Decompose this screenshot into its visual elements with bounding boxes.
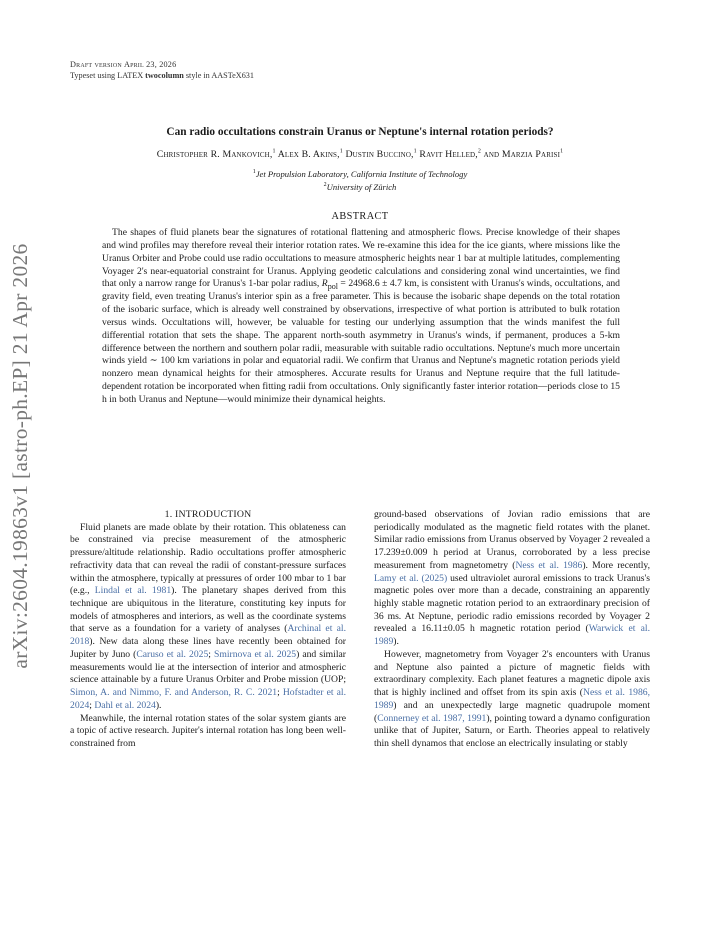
para-text: ground-based observations of Jovian radio emissions that are periodically modulated as the magnetic field rotates with the planet. Similar radio emissions from Uranus observed by Voyager 2 revealed a 17.239±0.009 h period at Uranus, corroborated by a less precise measurement from magnetometry ( [374, 509, 650, 571]
para-text: ; [277, 687, 283, 699]
typeset-style: twocolumn [145, 70, 184, 80]
rpol-symbol: R [321, 278, 328, 290]
author-list [70, 149, 650, 160]
author-name: Ravit Helled, [419, 149, 478, 160]
intro-paragraph-2-cont [374, 509, 650, 649]
rpol-value: = 24968.6 ± 4.7 km [337, 278, 417, 290]
typeset-prefix: Typeset using [70, 70, 118, 80]
citation-link[interactable]: Hofstadter et al. 2024 [70, 687, 346, 711]
para-text: ; [208, 648, 214, 660]
draft-label: Draft version [70, 60, 122, 69]
citation-link[interactable]: Caruso et al. 2025 [136, 648, 209, 660]
arxiv-stamp: arXiv:2604.19863v1 [astro-ph.EP] 21 Apr 2026 [8, 243, 32, 669]
typeset-line [70, 71, 254, 82]
citation-link[interactable]: Simon, A. and Nimmo, F. and Anderson, R. C. 2021 [70, 687, 278, 699]
citation-link[interactable]: Warwick et al. 1989 [374, 623, 650, 648]
citation-link[interactable]: Smirnova et al. 2025 [213, 648, 297, 660]
paper-title: Can radio occultations constrain Uranus or Neptune's internal rotation periods? [166, 126, 554, 138]
section-heading: 1. INTRODUCTION [164, 509, 252, 520]
para-text: ; [89, 699, 95, 711]
author-affil-mark: 1 [560, 148, 564, 155]
citation-link[interactable]: Ness et al. 1986 [515, 559, 583, 571]
right-column [374, 509, 650, 751]
abstract-heading: ABSTRACT [331, 211, 389, 222]
citation-link[interactable]: Connerney et al. 1987, 1991 [377, 712, 487, 724]
author-name: Dustin Buccino, [345, 149, 414, 160]
affiliation-number: 1 [252, 169, 256, 176]
citation-link[interactable]: Lindal et al. 1981 [94, 585, 172, 597]
para-text: However, magnetometry from Voyager 2's encounters with Uranus and Neptune also painted a picture of magnetic fields with extraordinary complexity. Each planet features a magnetic dipole axis that is highly inclined and offset from its spin axis ( [374, 648, 650, 699]
para-text: ). [393, 636, 399, 648]
abstract-text-2: , is consistent with Uranus's winds, occultations, and gravity field, even treating Uranus's interior spin as a free parameter. This is because the isobaric shape depends on the total rotation of the isobaric surface, which is already well constrained by observations, irrespective of what portion is attributed to bulk rotation versus winds. Occultations will, however, be valuable for testing our underlying assumption that the winds manifest the full differential rotation that sets the shape. The apparent north-south asymmetry in Uranus's winds, if permanent, produces a 5-km difference between the northern and southern polar radii, measurable with suitable radio occultations. Neptune's much more uncertain winds yield ∼ 100 km variations in polar and equatorial radii. We confirm that Uranus and Neptune's magnetic rotation periods yield nonzero mean dynamical heights for their atmospheres. Accurate results for Uranus and Neptune require that the full latitude-dependent rotation be incorporated when fitting radii from occultations. Only significantly faster interior rotation—periods close to 15 h in both Uranus and Neptune—would minimize their dynamical heights. [102, 278, 620, 405]
author-affil-mark: 1 [339, 148, 343, 155]
affiliation-text: University of Zürich [326, 182, 397, 192]
author-name: Christopher R. Mankovich, [156, 149, 273, 160]
affiliation-2 [70, 182, 650, 192]
citation-link[interactable]: Dahl et al. 2024 [94, 699, 156, 711]
affiliation-text: Jet Propulsion Laboratory, California Institute of Technology [255, 169, 468, 179]
para-text: ) and similar measurements would lie at the intersection of interior and atmospheric science attainable by a future Uranus Orbiter and Probe mission (UOP; [70, 648, 346, 686]
affiliation-1 [70, 169, 650, 179]
author-affil-mark: 1 [413, 148, 417, 155]
left-column [70, 509, 346, 751]
citation-link[interactable]: Ness et al. 1986, 1989 [374, 687, 650, 711]
citation-link[interactable]: Lamy et al. (2025) [374, 572, 448, 584]
author-name: and Marzia Parisi [483, 149, 561, 160]
intro-paragraph-2: Meanwhile, the internal rotation states of the solar system giants are a topic of active research. Jupiter's internal rotation has long been well-constrained from [70, 712, 346, 749]
rpol-subscript: pol [327, 282, 338, 292]
affiliation-number: 2 [323, 182, 327, 189]
para-text: ). [155, 699, 162, 711]
abstract-body [102, 227, 620, 407]
abstract-text-1: The shapes of fluid planets bear the signatures of rotational flattening and atmospheric flows. Precise knowledge of their shapes and wind profiles may therefore reveal their interior rotation rates. We re-examine this idea for the ice giants, where missions like the Uranus Orbiter and Probe could use radio occultations to measure atmospheric heights near 1 bar at multiple latitudes, complementing Voyager 2's near-equatorial constraint for Uranus. Applying geodetic calculations and considering zonal wind uncertainties, we find that only a narrow range for Uranus's 1-bar polar radius, [102, 227, 620, 290]
para-text: used ultraviolet auroral emissions to track Uranus's magnetic poles over more than a decade, constraining an apparently highly stable magnetic rotation period to an extraordinary precision of 36 ms. At Neptune, periodic radio emissions recorded by Voyager 2 revealed a 16.11±0.05 h magnetic rotation period ( [374, 572, 650, 635]
author-name: Alex B. Akins, [277, 149, 340, 160]
para-text: ). New data along these lines have recently been obtained for Jupiter by Juno ( [70, 636, 346, 660]
author-affil-mark: 1 [272, 148, 276, 155]
para-text: ) and an unexpectedly large magnetic quadrupole moment ( [374, 699, 650, 724]
draft-version-line [70, 60, 254, 71]
para-text: ). More recently, [582, 559, 650, 571]
para-text: Fluid planets are made oblate by their rotation. This oblateness can be constrained via precise measurement of the atmospheric pressure/altitude relationship. Radio occultations proffer atmospheric refractivity data that can reveal the radii of constant-pressure surfaces within the atmosphere, typically at pressures of order 100 mbar to 1 bar (e.g., [70, 521, 346, 597]
typeset-suffix: style in AASTeX631 [183, 70, 254, 80]
citation-link[interactable]: Archinal et al. 2018 [70, 623, 346, 648]
para-text: ). The planetary shapes derived from this technique are ubiquitous in the literature, constituting key inputs for models of atmospheres and interiors, as well as the coordinate systems that serve as a foundation for a variety of analyses ( [70, 585, 346, 635]
running-header [70, 60, 254, 81]
intro-paragraph-3 [374, 649, 650, 751]
latex-logo: LATEX [117, 70, 144, 80]
draft-date: April 23, 2026 [123, 60, 177, 69]
para-text: ), pointing toward a dynamo configuration unlike that of Jupiter, Saturn, or Earth. Theories appeal to relatively thin shell dynamos that enclose an electrically insulating or stably [374, 712, 651, 749]
intro-paragraph-1 [70, 522, 346, 713]
author-affil-mark: 2 [477, 148, 482, 155]
